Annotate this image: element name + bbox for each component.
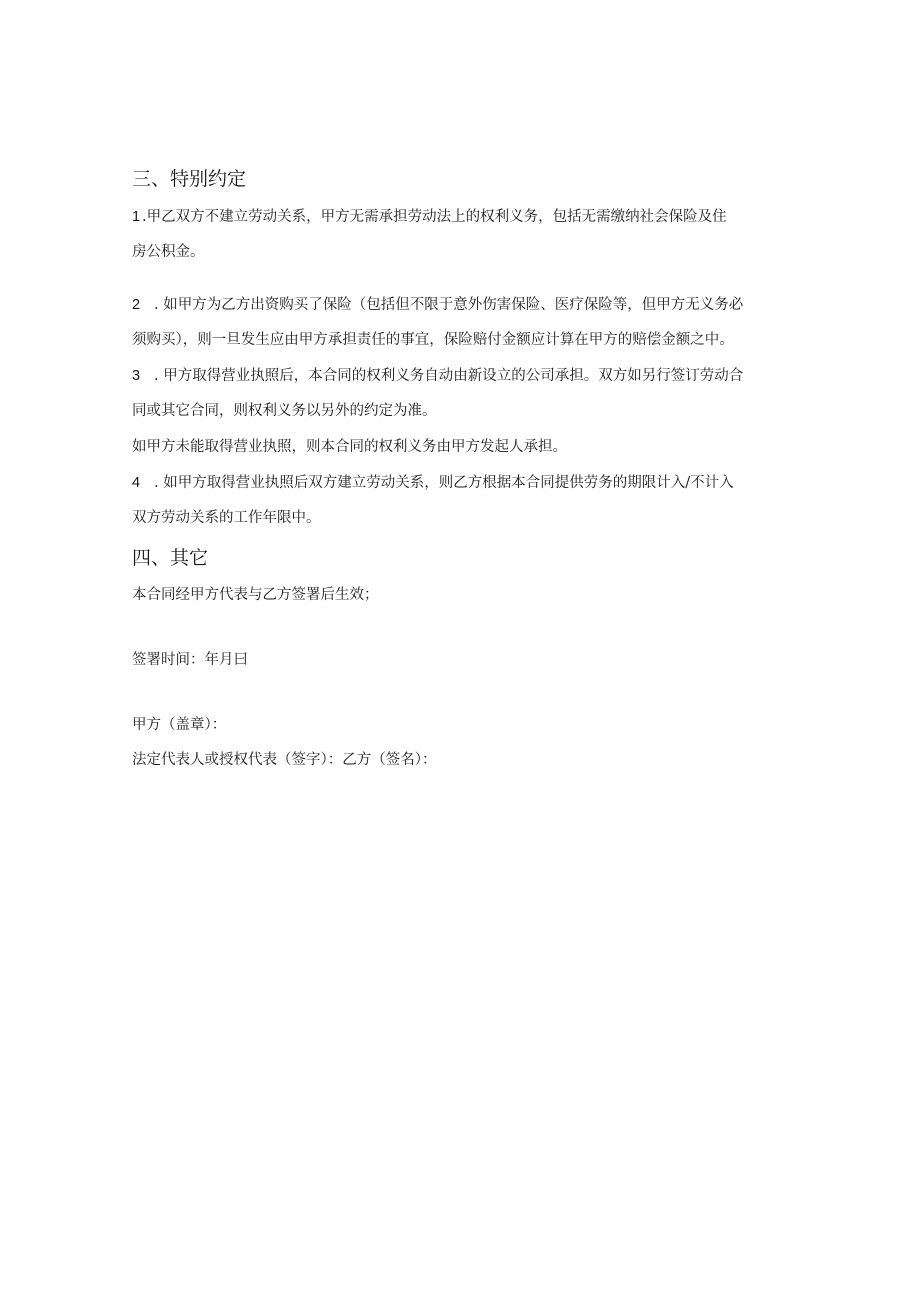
clause-4-line-1 xyxy=(132,473,734,493)
effective-clause: 本合同经甲方代表与乙方签署后生效； xyxy=(132,587,379,603)
clause-3-line-3: 如甲方未能取得营业执照，则本合同的权利义务由甲方发起人承担。 xyxy=(132,439,567,455)
signature-line: 法定代表人或授权代表（签字）：乙方（签名）： xyxy=(132,752,437,768)
clause-2-text-1: . 如甲方为乙方出资购买了保险（包括但不限于意外伤害保险、医疗保险等，但甲方无义务必 xyxy=(154,297,744,313)
clause-3-line-2: 同或其它合同，则权利义务以另外的约定为准。 xyxy=(132,403,437,419)
clause-4-text-1: . 如甲方取得营业执照后双方建立劳动关系，则乙方根据本合同提供劳务的期限计入/不计入 xyxy=(154,475,734,491)
section-4-title: 四、其它 xyxy=(132,547,209,569)
clause-1-line-2: 房公积金。 xyxy=(132,244,205,260)
clause-2-number: 2 xyxy=(132,297,141,313)
sign-time: 签署时间：年月曰 xyxy=(132,652,248,668)
section-3-title: 三、特别约定 xyxy=(132,168,247,190)
clause-1-text-1: .甲乙双方不建立劳动关系，甲方无需承担劳动法上的权利义务，包括无需缴纳社会保险及住 xyxy=(142,209,727,225)
party-a-seal: 甲方（盖章）： xyxy=(132,717,227,733)
clause-4-line-2: 双方劳动关系的工作年限中。 xyxy=(132,510,321,526)
clause-3-text-1: . 甲方取得营业执照后，本合同的权利义务自动由新设立的公司承担。双方如另行签订劳动合 xyxy=(154,368,744,384)
clause-1-line-1 xyxy=(132,207,727,227)
clause-2-line-1 xyxy=(132,295,743,315)
clause-2-line-2: 须购买），则一旦发生应由甲方承担责任的事宜，保险赔付金额应计算在甲方的赔偿金额之中。 xyxy=(132,332,734,348)
clause-3-number: 3 xyxy=(132,368,141,384)
clause-1-number: 1 xyxy=(132,209,141,225)
clause-3-line-1 xyxy=(132,366,743,386)
clause-4-number: 4 xyxy=(132,475,141,491)
